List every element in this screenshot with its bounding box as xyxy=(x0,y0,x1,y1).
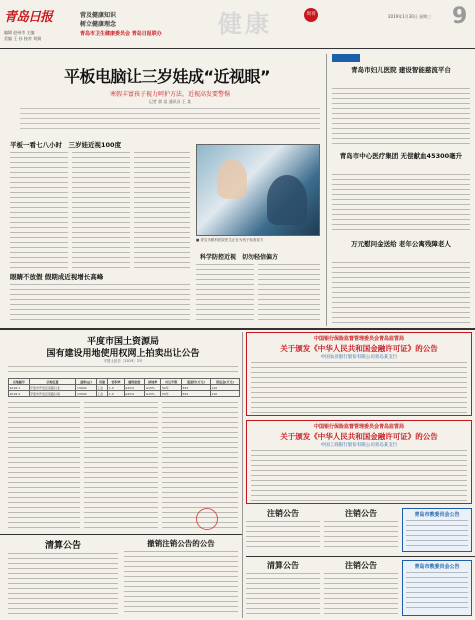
table-row: 2018-1 平度市开发区某路以北 13040 工业 1.0 ≥40% ≤15% 50年 550 110 xyxy=(9,385,240,391)
land-notice-title-2: 国有建设用地使用权网上拍卖出让公告 xyxy=(46,349,200,359)
masthead-meta-1: 编辑 赵州市 主编 xyxy=(4,30,35,35)
liquidation-title: 清算公告 xyxy=(44,541,81,551)
bank-notice-1-header: 中国银行保险监督管理委员会青岛监管局 xyxy=(313,336,404,342)
section-title: 健康 xyxy=(218,10,272,38)
photo-caption: ■ 青岛市眼科医院医生正在为孩子检查视力 xyxy=(196,238,264,242)
liquidation-title: 清算公告 xyxy=(267,561,299,570)
bottom-rule-right xyxy=(246,556,475,557)
slogan-2: 树立健康理念 xyxy=(80,21,117,28)
right-headline-3: 万元慰问金送给 老年公寓残障老人 xyxy=(351,240,451,248)
page-number: 9 xyxy=(452,4,468,29)
bank-notice-1-title: 关于颁发《中华人民共和国金融许可证》的公告 xyxy=(280,344,438,353)
notice-divider xyxy=(242,332,243,618)
lead-intro xyxy=(20,108,320,132)
cancel-notice-title: 注销公告 xyxy=(267,509,299,518)
masthead xyxy=(0,0,475,50)
slogan-1: 营及健康知识 xyxy=(80,12,117,19)
right-headline-1: 青岛市妇儿医院 建设智能慈流平台 xyxy=(351,66,451,74)
bank-notice-2-title: 关于颁发《中华人民共和国金融许可证》的公告 xyxy=(280,432,438,441)
ad-1-title: 青岛市教委员会公告 xyxy=(414,512,460,518)
lead-col-5 xyxy=(196,264,254,324)
land-text-col-1 xyxy=(8,402,80,532)
land-notice-number: 平国土拍告〔2019〕2号 xyxy=(103,359,143,363)
bottom-rule-left xyxy=(0,534,242,535)
sub-headline-3: 科学防控近视 切勿轻信偏方 xyxy=(200,254,279,261)
lead-title: 平板电脑让三岁娃成“近视眼” xyxy=(63,67,271,86)
official-seal xyxy=(196,508,218,530)
lead-col-1 xyxy=(10,152,68,270)
section-badge: 周刊 xyxy=(304,8,318,22)
bank-notice-2-text xyxy=(251,450,467,502)
issue-date: 2019年1月30日 星期三 xyxy=(388,14,432,19)
revoke-title: 撤销注销公告的公告 xyxy=(147,539,215,548)
bank-notice-2-header: 中国银行保险监督管理委员会青岛监管局 xyxy=(313,424,404,430)
column-divider xyxy=(326,54,327,326)
right-headline-2: 青岛市中心医疗集团 无偿献血45300毫升 xyxy=(339,152,463,160)
liquidation-notice-2 xyxy=(246,560,320,616)
right-text-3 xyxy=(332,262,470,324)
cancel-notice-title: 注销公告 xyxy=(345,561,377,570)
sub-headline-1: 平板一看七八小时 三岁娃近视100度 xyxy=(10,141,122,149)
cancel-notice-1 xyxy=(246,508,320,552)
revoke-notice xyxy=(124,538,238,616)
land-text-col-2 xyxy=(84,402,158,532)
masthead-meta-2: 美编 王 孙 校对 刘娟 xyxy=(4,36,42,41)
lead-col-4 xyxy=(10,284,190,324)
land-notice-title-1: 平度市国土资源局 xyxy=(86,337,159,347)
liquidation-notice-1 xyxy=(8,538,118,616)
sub-headline-2: 眼睛不放假 假期成近视增长高峰 xyxy=(10,273,104,281)
bank-notice-1-sub: 中国农业银行股份有限公司青岛某支行 xyxy=(320,355,398,360)
lead-col-2 xyxy=(72,152,130,270)
table-row: 2018-2 平度市开发区某路以南 13040 工业 1.0 ≥40% ≤15% 50年 550 110 xyxy=(9,391,240,397)
bank-notice-2-sub: 中国工商银行股份有限公司青岛某支行 xyxy=(320,443,398,448)
cancel-notice-3 xyxy=(324,560,398,616)
lead-col-3 xyxy=(134,152,190,270)
right-text-2 xyxy=(332,174,470,234)
cancel-notice-2 xyxy=(324,508,398,552)
bank-notice-2 xyxy=(246,420,472,504)
right-tag xyxy=(332,54,360,62)
land-table xyxy=(8,378,240,397)
ad-box-1 xyxy=(402,508,472,552)
lead-byline: 记者 郭 某 通讯员 王 某 xyxy=(148,99,192,104)
section-rule xyxy=(0,328,475,330)
newspaper-logo: 青岛日报 xyxy=(4,10,53,25)
lead-photo xyxy=(196,144,320,236)
right-text-1 xyxy=(332,88,470,148)
masthead-rule xyxy=(0,48,475,49)
land-table-header: 宗地编号 宗地位置 面积(㎡) 用途 容积率 建筑密度 绿地率 出让年限 起始价(万元) 保证金(万元) xyxy=(9,379,240,385)
ad-box-2 xyxy=(402,560,472,616)
lead-col-6 xyxy=(258,264,320,324)
cancel-notice-title: 注销公告 xyxy=(345,509,377,518)
bank-notice-1 xyxy=(246,332,472,416)
lead-subtitle: 寒假丰富孩子视力呵护方法，近视高发要警惕 xyxy=(109,91,230,98)
ad-2-title: 青岛市教委员会公告 xyxy=(414,564,460,570)
land-intro xyxy=(8,366,238,376)
masthead-banner: 青岛市卫生健康委员会 青岛日报联办 xyxy=(80,31,162,37)
bank-notice-1-text xyxy=(251,362,467,414)
